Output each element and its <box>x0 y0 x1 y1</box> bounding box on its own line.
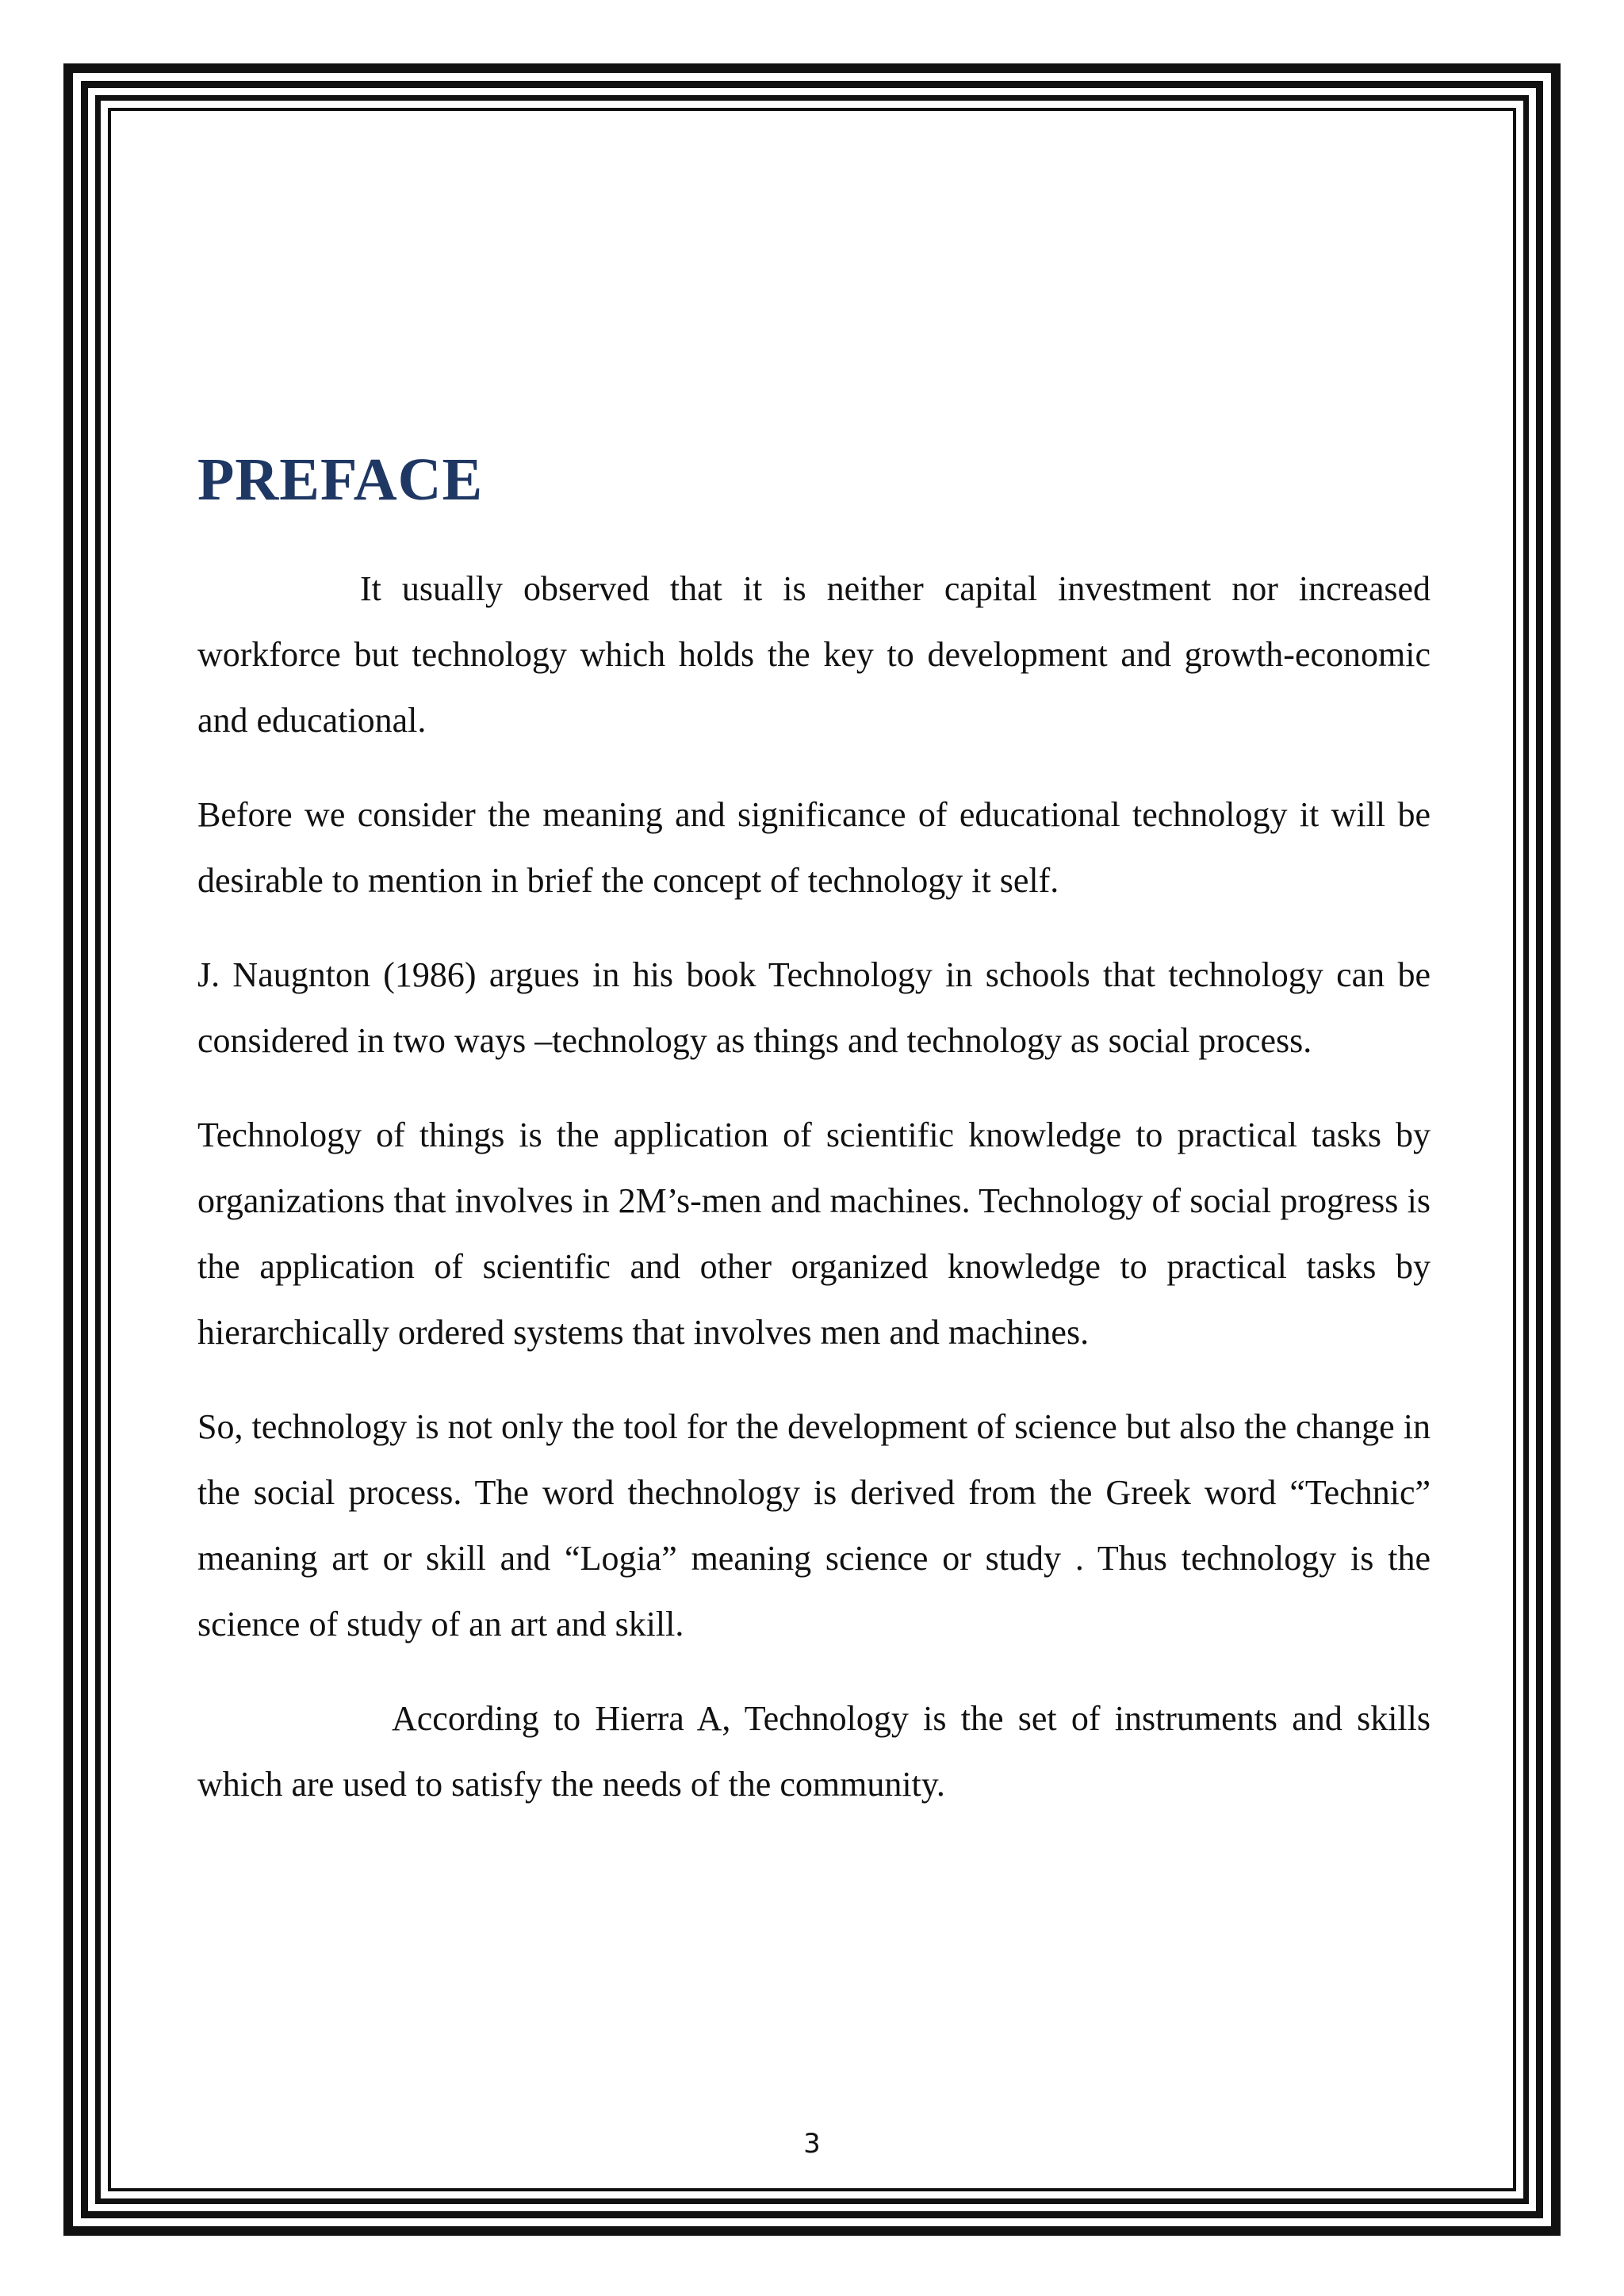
page-number: 3 <box>803 2128 821 2160</box>
paragraph-hierra: According to Hierra A, Technology is the set of instruments and skills which are used to satisfy the needs of the community. <box>197 1699 1431 1804</box>
paragraph-concept: Before we consider the meaning and significance of educational technology it will be desirable to mention in brief the concept of technology it self. <box>197 795 1431 901</box>
paragraph-intro: It usually observed that it is neither capital investment nor increased workforce but technology which holds the key to development and growth-economic and educational. <box>197 569 1431 740</box>
paragraph-things: Technology of things is the application of scientific knowledge to practical tasks by organizations that involves in 2M’s-men and machines. Technology of social progress is the application of scientific and other organized knowledge to practical tasks by hierarchically ordered systems that involves men and machines. <box>197 1115 1431 1353</box>
page-title: PREFACE <box>197 446 484 513</box>
paragraph-naughton: J. Naugnton (1986) argues in his book Technology in schools that technology can be considered in two ways –technology as things and technology as social process. <box>197 955 1431 1061</box>
paragraph-etymology: So, technology is not only the tool for the development of science but also the change in the social process. The word thechnology is derived from the Greek word “Technic” meaning art or skill and “Logia” meaning science or study . Thus technology is the science of study of an art and skill. <box>197 1407 1431 1644</box>
document-body <box>197 444 1431 1846</box>
